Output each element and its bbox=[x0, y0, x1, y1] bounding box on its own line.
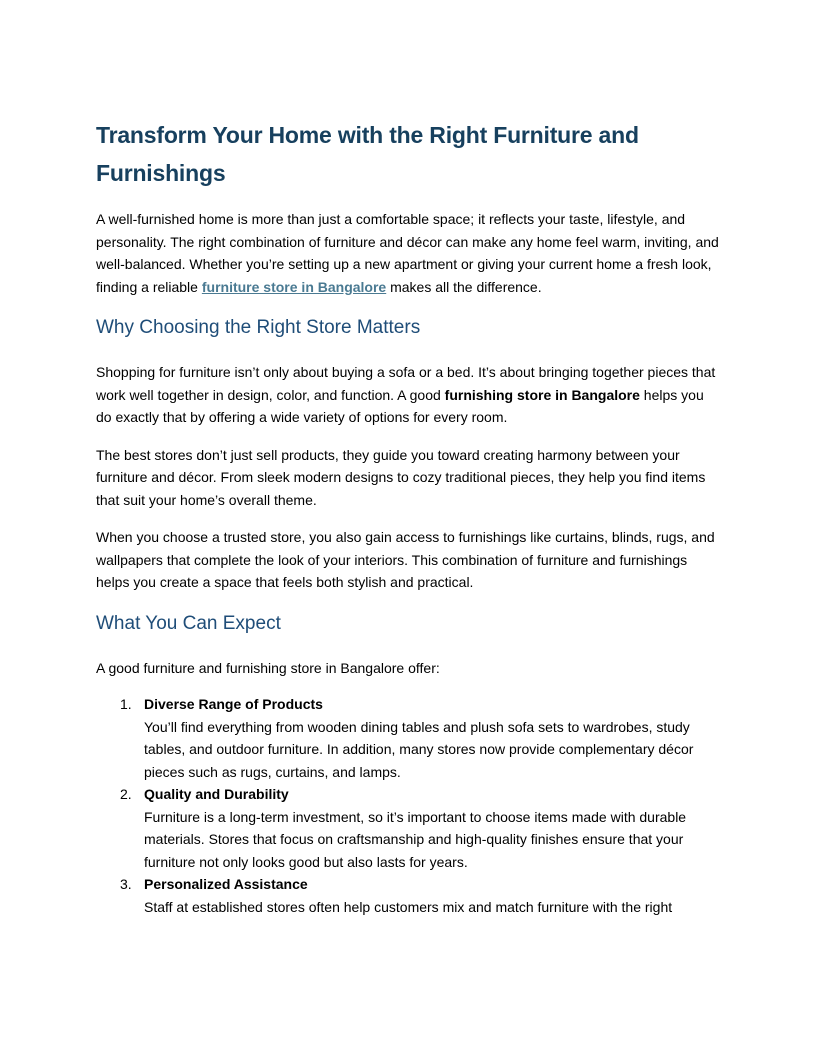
list-item bbox=[96, 873, 721, 918]
why-paragraph-2: The best stores don’t just sell products, they guide you toward creating harmony between your furniture and décor. From sleek modern designs to cozy traditional pieces, they help you find items that suit your home’s overall theme. bbox=[96, 446, 706, 508]
why-p1-bold-phrase: furnishing store in Bangalore bbox=[444, 386, 640, 403]
list-item-title: Personalized Assistance bbox=[144, 876, 308, 892]
expect-intro-paragraph: A good furniture and furnishing store in Bangalore offer: bbox=[96, 659, 440, 676]
document-title: Transform Your Home with the Right Furniture and Furnishings bbox=[96, 122, 639, 186]
furniture-store-link[interactable]: furniture store in Bangalore bbox=[201, 278, 387, 295]
list-item-title: Quality and Durability bbox=[144, 786, 289, 802]
list-item-number: 2. bbox=[120, 786, 132, 802]
intro-text-after-link: makes all the difference. bbox=[386, 278, 542, 295]
list-item-number: 1. bbox=[120, 696, 132, 712]
intro-paragraph bbox=[96, 208, 721, 298]
list-item bbox=[96, 783, 721, 873]
why-paragraph-1 bbox=[96, 361, 721, 429]
why-paragraph-3: When you choose a trusted store, you also gain access to furnishings like curtains, blinds, rugs, and wallpapers that complete the look of your interiors. This combination of furniture and furnishings helps you create a space that feels both stylish and practical. bbox=[96, 529, 715, 590]
section-heading-why: Why Choosing the Right Store Matters bbox=[96, 317, 421, 338]
intro-text-before-link: A well-furnished home is more than just a comfortable space; it reflects your taste, lifestyle, and personality. The right combination of furniture and décor can make any home feel warm, inviting, and well-balanced. Whether you’re setting up a new apartment or giving your current home a fresh look, finding a reliable bbox=[96, 211, 719, 295]
why-p1-text-after-bold: helps you do exactly that by offering a wide variety of options for every room. bbox=[96, 386, 704, 425]
list-item-number: 3. bbox=[120, 876, 132, 892]
list-item-text: You’ll find everything from wooden dining tables and plush sofa sets to wardrobes, study tables, and outdoor furniture. In addition, many stores now provide complementary décor pieces such as rugs, curtains, and lamps. bbox=[144, 718, 694, 780]
list-item bbox=[96, 693, 721, 783]
expect-list bbox=[96, 693, 721, 918]
document-page bbox=[96, 116, 721, 918]
why-p1-text-before-bold: Shopping for furniture isn’t only about buying a sofa or a bed. It’s about bringing together pieces that work well together in design, color, and function. A good bbox=[96, 364, 716, 403]
section-heading-expect: What You Can Expect bbox=[96, 612, 281, 634]
list-item-text: Furniture is a long-term investment, so it’s important to choose items made with durable materials. Stores that focus on craftsmanship and high-quality finishes ensure that your furniture not only looks good but also lasts for years. bbox=[144, 808, 687, 870]
list-item-text: Staff at established stores often help customers mix and match furniture with the right bbox=[144, 898, 673, 915]
list-item-title: Diverse Range of Products bbox=[144, 696, 323, 712]
